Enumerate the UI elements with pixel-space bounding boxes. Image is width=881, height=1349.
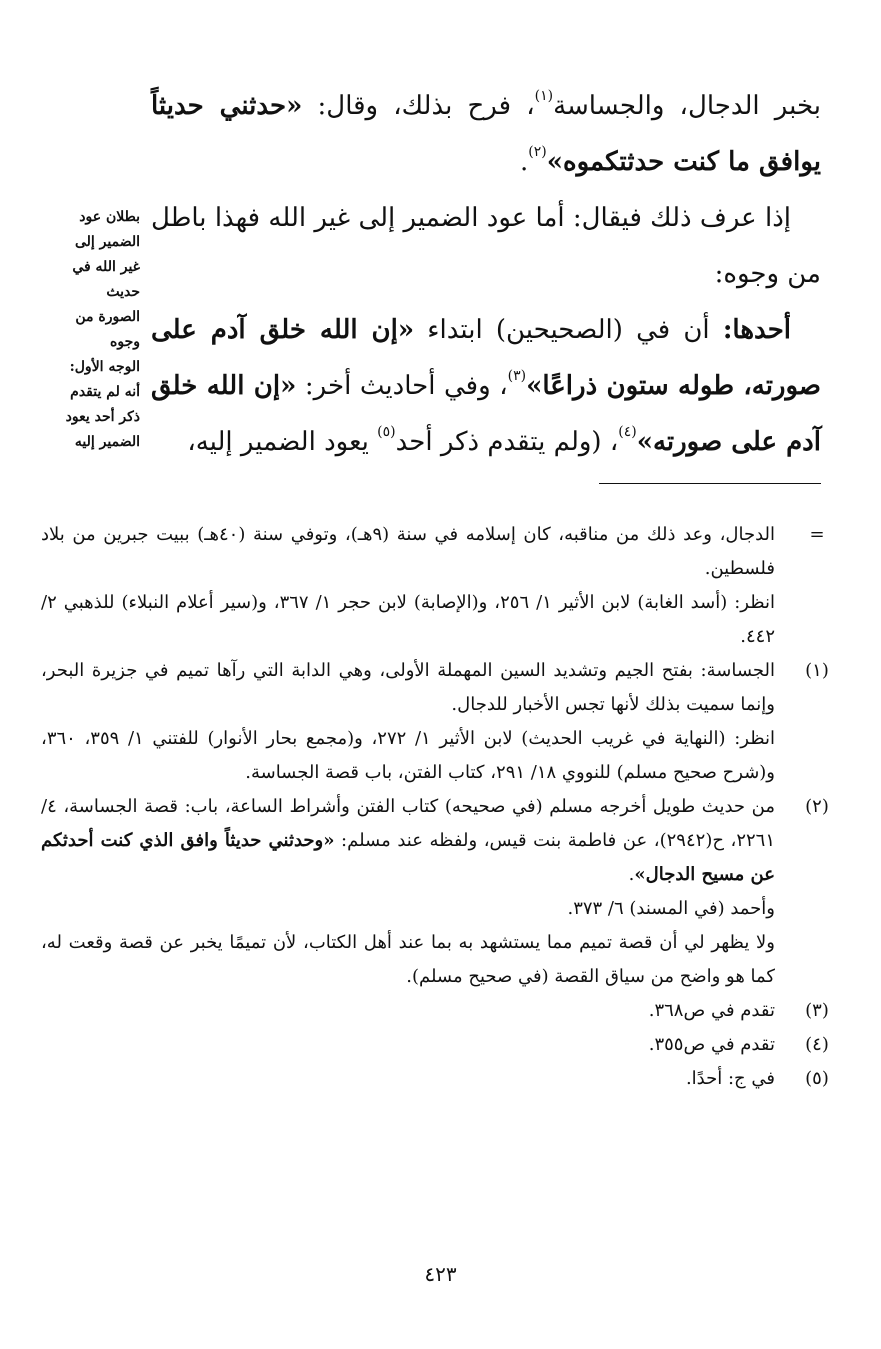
margin-note-line: حديث (106, 284, 140, 300)
footnote-paragraph: ولا يظهر لي أن قصة تميم مما يستشهد به بما عند أهل الكتاب، لأن تميمًا يخبر عن قصة وقعت له، كما هو واضح من سياق القصة (في صحيح مسلم). (41, 932, 775, 987)
text-segment: من حديث طويل أخرجه مسلم (في صحيحه) كتاب الفتن وأشراط الساعة، باب: قصة الجساسة، ٤/ ٢٢٦١، ح(٢٩٤٢)، عن فاطمة بنت قيس، ولفظه عند مسلم: (41, 796, 775, 851)
hadith-quote: «حدثني حديثاً يوافق ما كنت حدثتكموه» (151, 91, 821, 177)
section-lead: أحدها: (722, 315, 792, 345)
margin-note-line: الوجه الأول: (69, 359, 140, 375)
text-segment: ، (ولم يتقدم ذكر أحد (395, 427, 619, 457)
footnote-paragraph: الدجال، وعد ذلك من مناقبه، كان إسلامه في سنة (٩هـ)، وتوفي سنة (٤٠هـ) ببيت جبرين من بلاد فلسطين. (41, 524, 775, 579)
footnote-number: (٣) (805, 1000, 829, 1021)
footnote-ref-1: (١) (534, 88, 554, 105)
margin-note-line: الضمير إلى (74, 234, 140, 250)
footnote-ref-4: (٤) (618, 424, 637, 441)
page-number: ٤٢٣ (424, 1262, 457, 1286)
footnote-number: (٢) (805, 796, 829, 817)
text-segment: ، فرح بذلك، وقال: (302, 91, 535, 121)
footnotes-section (41, 518, 841, 1096)
footnote-5 (41, 1062, 841, 1096)
margin-note-line: الصورة من (75, 309, 140, 325)
hadith-quote: «إن الله خلق آدم على صورته» (151, 371, 821, 457)
footnote-number: (١) (805, 660, 829, 681)
hadith-quote: «إن الله خلق آدم على صورته، طوله ستون ذراعًا» (151, 315, 821, 401)
text-segment: يعود الضمير إليه، (187, 427, 378, 457)
footnote-3 (41, 994, 841, 1028)
footnote-paragraph: في ج: أحدًا. (685, 1068, 775, 1089)
footnote-paragraph: تقدم في ص٣٥٥. (648, 1034, 775, 1055)
text-segment: . (628, 864, 635, 885)
margin-note-line: بطلان عود (79, 209, 140, 225)
margin-note-line: الضمير إليه (74, 434, 140, 450)
margin-note-line: ذكر أحد يعود (65, 409, 140, 425)
margin-notes (48, 205, 140, 455)
footnote-separator (599, 483, 821, 484)
footnote-paragraph: تقدم في ص٣٦٨. (648, 1000, 775, 1021)
footnote-paragraph: انظر: (أسد الغابة) لابن الأثير ١/ ٢٥٦، و(الإصابة) لابن حجر ١/ ٣٦٧، و(سير أعلام النبلاء) للذهبي ٢/ ٤٤٢. (41, 592, 775, 647)
footnote-continuation (41, 518, 841, 654)
footnote-paragraph: الجساسة: بفتح الجيم وتشديد السين المهملة الأولى، وهي الدابة التي رآها تميم في جزيرة البحر، وإنما سميت بذلك لأنها تجس الأخبار للدجال. (41, 660, 775, 715)
margin-note-line: أنه لم يتقدم (70, 384, 140, 400)
footnote-4 (41, 1028, 841, 1062)
footnote-1 (41, 654, 841, 790)
footnote-ref-5: (٥) (377, 424, 396, 441)
margin-note-line: غير الله في (72, 259, 140, 275)
text-segment: أن في (الصحيحين) ابتداء (414, 315, 723, 345)
footnote-number: (٤) (805, 1034, 829, 1055)
footnote-paragraph: وأحمد (في المسند) ٦/ ٣٧٣. (567, 898, 775, 919)
footnote-paragraph: انظر: (النهاية في غريب الحديث) لابن الأثير ١/ ٢٧٢، و(مجمع بحار الأنوار) للفتني ١/ ٣٥٩، ٣٦٠، و(شرح صحيح مسلم) للنووي ١٨/ ٢٩١، كتاب الفتن، باب قصة الجساسة. (41, 728, 775, 783)
footnote-2 (41, 790, 841, 994)
paragraph-refutation-intro: إذا عرف ذلك فيقال: أما عود الضمير إلى غير الله فهذا باطل من وجوه: (151, 203, 821, 289)
footnote-paragraph (41, 790, 775, 892)
paragraph-continuation (151, 78, 821, 190)
main-text-body (151, 78, 821, 470)
footnote-ref-2: (٢) (528, 144, 547, 161)
footnote-number: (٥) (805, 1068, 829, 1089)
text-segment: ، وفي أحاديث أخر: (296, 371, 508, 401)
continuation-mark: = (809, 524, 825, 545)
footnote-ref-3: (٣) (507, 368, 527, 385)
margin-note-line: وجوه (110, 334, 140, 350)
paragraph-first-aspect (151, 302, 821, 470)
hadith-quote: «وحدثني حديثاً وافق الذي كنت أحدثكم عن مسيح الدجال» (41, 830, 775, 885)
text-segment: بخبر الدجال، والجساسة (553, 91, 821, 121)
text-segment: . (520, 147, 529, 177)
